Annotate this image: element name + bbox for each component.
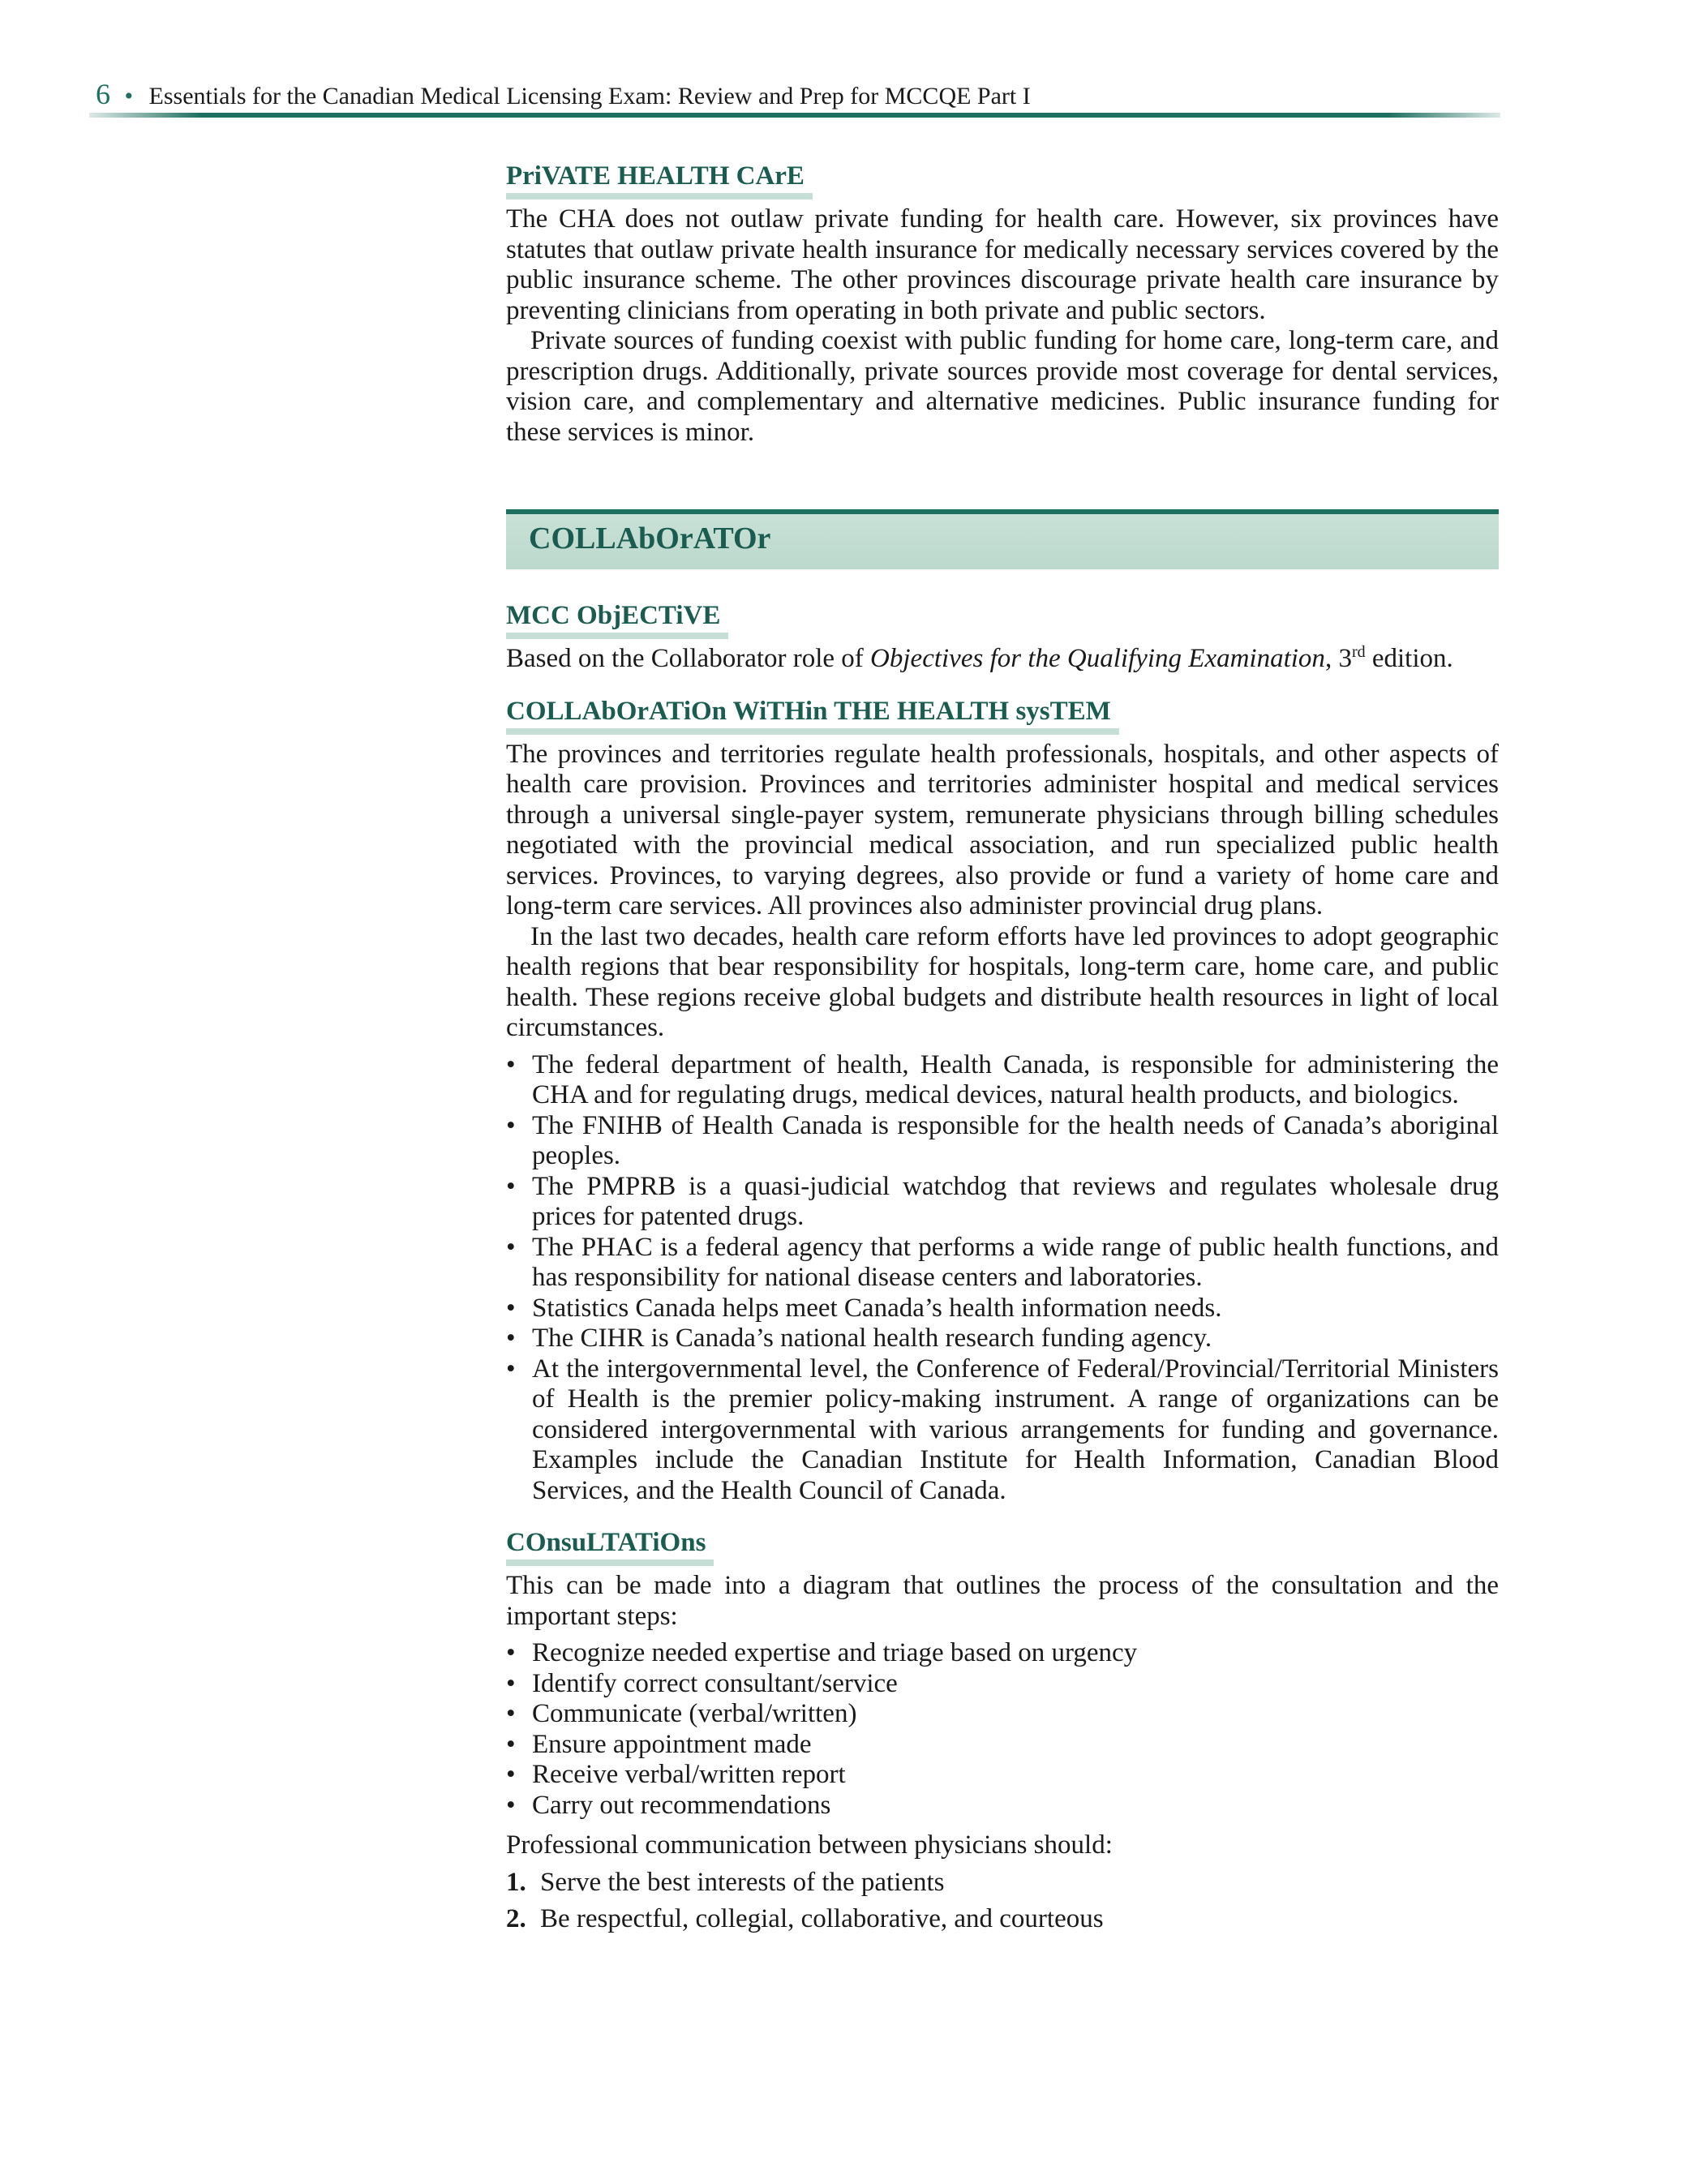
page-number: 6 [96, 78, 110, 110]
private-health-care-para-2: Private sources of funding coexist with public funding for home care, long-term care, and prescription drugs. Additionally, private sources provide most coverage for dental services, vision care, and complementary and alternative medicines. Public insurance funding for these services is minor. [506, 326, 1499, 447]
book-title: Essentials for the Canadian Medical Licensing Exam: Review and Prep for MCCQE Part I [148, 83, 1031, 109]
section-title: COLLAbOrATOr [529, 521, 771, 556]
heading-consultations: COnsuLTATiOns [506, 1527, 714, 1566]
list-item: • Receive verbal/written report [506, 1760, 1499, 1791]
list-item [506, 1904, 1499, 1935]
list-item: • Recognize needed expertise and triage based on urgency [506, 1638, 1499, 1669]
edition-superscript: rd [1351, 643, 1366, 661]
list-text: Serve the best interests of the patients [540, 1867, 945, 1897]
list-item: • The CIHR is Canada’s national health research funding agency. [506, 1324, 1499, 1354]
list-item: • At the intergovernmental level, the Conference of Federal/Provincial/Territorial Ministers of Health is the premier policy-making instrument. A range of organizations can be considered intergovernmental with various arrangements for funding and governance. Examples include the Canadian Institute for Health Information, Canadian Blood Services, and the Health Council of Canada. [506, 1354, 1499, 1507]
heading-private-health-care: PriVATE HEALTH CArE [506, 161, 813, 200]
header-rule [89, 113, 1500, 118]
heading-mcc-objective: MCC ObjECTiVE [506, 600, 728, 639]
list-item: • Communicate (verbal/written) [506, 1699, 1499, 1730]
list-item: • Ensure appointment made [506, 1730, 1499, 1761]
list-number: 1. [506, 1867, 526, 1897]
list-item: • Carry out recommendations [506, 1791, 1499, 1821]
list-item: • The PMPRB is a quasi-judicial watchdog that reviews and regulates wholesale drug prices for patented drugs. [506, 1172, 1499, 1233]
list-number: 2. [506, 1904, 526, 1933]
private-health-care-para-1: The CHA does not outlaw private funding for health care. However, six provinces have statutes that outlaw private health insurance for medically necessary services covered by the public insurance scheme. The other provinces discourage private health care insurance by preventing clinicians from operating in both private and public sectors. [506, 204, 1499, 325]
consultations-intro: This can be made into a diagram that outlines the process of the consultation and the important steps: [506, 1571, 1499, 1631]
objectives-title-reference: Objectives for the Qualifying Examination [870, 644, 1325, 673]
list-item: • The PHAC is a federal agency that performs a wide range of public health functions, and has responsibility for national disease centers and laboratories. [506, 1233, 1499, 1294]
collaboration-para-2: In the last two decades, health care reform efforts have led provinces to adopt geographic health regions that bear responsibility for hospitals, long-term care, home care, and public health. These regions receive global budgets and distribute health resources in light of local circumstances. [506, 921, 1499, 1042]
list-item [506, 1868, 1499, 1899]
mcc-objective-text: Based on the Collaborator role of Objectives for the Qualifying Examination, 3rd edition. [506, 643, 1453, 673]
running-header [96, 78, 1507, 115]
list-item: • Statistics Canada helps meet Canada’s health information needs. [506, 1294, 1499, 1324]
collaboration-para-1: The provinces and territories regulate health professionals, hospitals, and other aspects of health care provision. Provinces and territories administer hospital and medical services through a universal single-payer system, remunerate physicians through billing schedules negotiated with the provincial medical association, and run specialized public health services. Provinces, to varying degrees, also provide or fund a variety of home care and long-term care services. All provinces also administer provincial drug plans. [506, 739, 1499, 920]
heading-collaboration-health-system: COLLAbOrATiOn WiTHin THE HEALTH sysTEM [506, 696, 1119, 735]
page-content [506, 161, 1499, 1942]
list-text: Be respectful, collegial, collaborative, and courteous [540, 1904, 1104, 1933]
list-item: • The FNIHB of Health Canada is responsible for the health needs of Canada’s aboriginal peoples. [506, 1111, 1499, 1172]
communication-intro: Professional communication between physicians should: [506, 1830, 1113, 1860]
header-separator: • [124, 83, 134, 109]
list-item: • Identify correct consultant/service [506, 1669, 1499, 1700]
communication-numbered-list [506, 1868, 1499, 1935]
consultation-steps-list [506, 1638, 1499, 1821]
list-item: • The federal department of health, Health Canada, is responsible for administering the CHA and for regulating drugs, medical devices, natural health products, and biologics. [506, 1050, 1499, 1111]
collaboration-bullet-list [506, 1050, 1499, 1507]
section-band-collaborator [506, 509, 1499, 569]
